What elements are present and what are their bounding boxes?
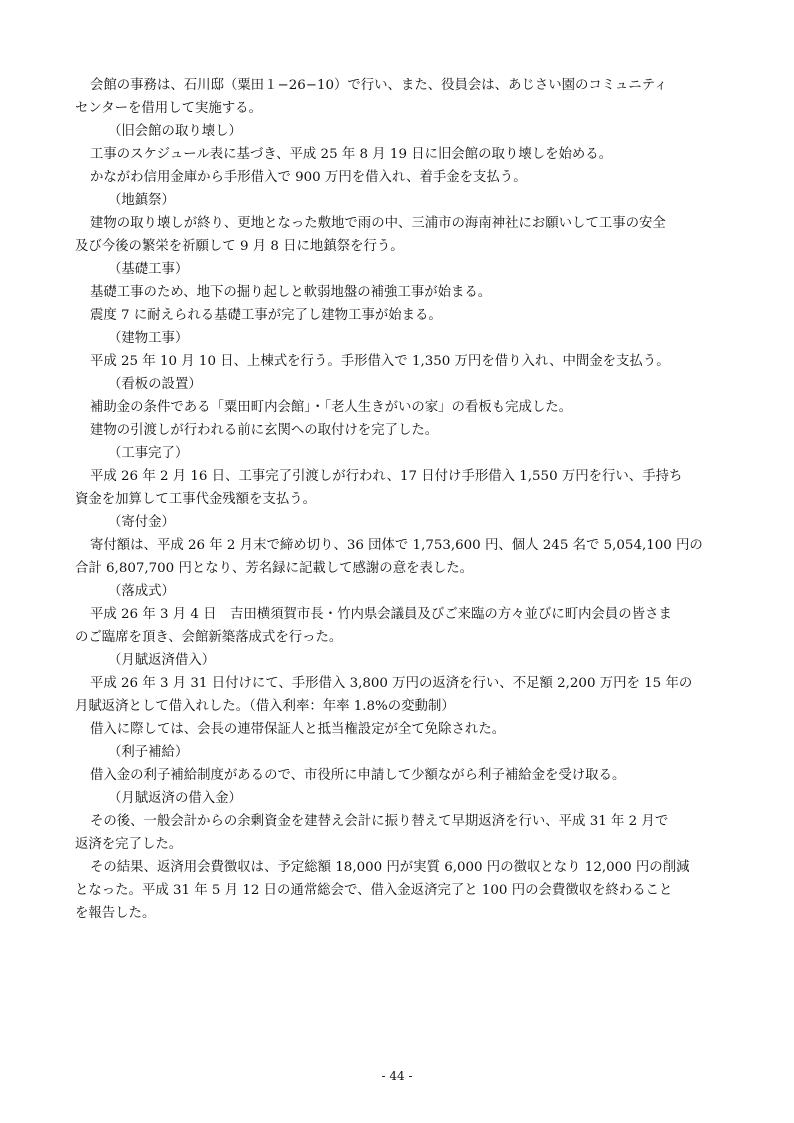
paragraph-line: センターを借用して実施する。 — [75, 101, 262, 116]
paragraph-line: 震度 7 に耐えられる基礎工事が完了し建物工事が始まる。 — [90, 308, 442, 323]
section-heading: （工事完了） — [108, 446, 189, 461]
paragraph-line: 会館の事務は、石川邸（粟田１−26−10）で行い、また、役員会は、あじさい園のコミュニティ — [90, 78, 668, 93]
paragraph-line: 及び今後の繁栄を祈願して 9 月 8 日に地鎮祭を行う。 — [75, 239, 404, 254]
paragraph-line: その後、一般会計からの余剰資金を建替え会計に振り替えて早期返済を行い、平成 31 年 2 月で — [90, 814, 669, 829]
paragraph-line: 寄付額は、平成 26 年 2 月末で締め切り、36 団体で 1,753,600 円、個人 245 名で 5,054,100 円の — [90, 538, 703, 553]
paragraph-line: 基礎工事のため、地下の掘り起しと軟弱地盤の補強工事が始まる。 — [90, 285, 492, 300]
section-heading: （月賦返済借入） — [108, 653, 216, 668]
section-heading: （利子補給） — [108, 745, 189, 760]
paragraph-line: 工事のスケジュール表に基づき、平成 25 年 8 月 19 日に旧会館の取り壊しを始める。 — [90, 147, 613, 162]
page-number: - 44 - — [381, 1069, 413, 1083]
paragraph-line: 資金を加算して工事代金残額を支払う。 — [75, 492, 317, 507]
section-heading: （看板の設置） — [108, 377, 202, 392]
paragraph-line: その結果、返済用会費徴収は、予定総額 18,000 円が実質 6,000 円の徴収となり 12,000 円の削減 — [90, 860, 690, 875]
section-heading: （地鎮祭） — [108, 193, 175, 208]
paragraph-line: 借入金の利子補給制度があるので、市役所に申請して少額ながら利子補給金を受け取る。 — [90, 768, 626, 783]
paragraph-line: のご臨席を頂き、会館新築落成式を行った。 — [75, 630, 343, 645]
paragraph-line: 建物の引渡しが行われる前に玄関への取付けを完了した。 — [90, 423, 439, 438]
paragraph-line: 平成 26 年 3 月 31 日付けにて、手形借入 3,800 万円の返済を行い、不足額 2,200 万円を 15 年の — [90, 676, 693, 691]
paragraph-line: 返済を完了した。 — [75, 837, 183, 852]
paragraph-line: となった。平成 31 年 5 月 12 日の通常総会で、借入金返済完了と 100 円の会費徴収を終わること — [75, 883, 673, 898]
paragraph-line: 借入に際しては、会長の連帯保証人と抵当権設定が全て免除された。 — [90, 722, 506, 737]
section-heading: （基礎工事） — [108, 262, 189, 277]
paragraph-line: 合計 6,807,700 円となり、芳名録に記載して感謝の意を表した。 — [75, 561, 474, 576]
paragraph-line: 補助金の条件である「粟田町内会館」・「老人生きがいの家」の看板も完成した。 — [90, 400, 573, 415]
paragraph-line: 月賦返済として借入れした。（借入利率：年率 1.8%の変動制） — [75, 699, 455, 714]
paragraph-line: 平成 26 年 2 月 16 日、工事完了引渡しが行われ、17 日付け手形借入 1,550 万円を行い、手持ち — [90, 469, 683, 484]
document-body — [75, 74, 719, 925]
section-heading: （月賦返済の借入金） — [108, 791, 242, 806]
paragraph-line: 建物の取り壊しが終り、更地となった敷地で雨の中、三浦市の海南神社にお願いして工事の安全 — [90, 216, 666, 231]
paragraph-line: 平成 26 年 3 月 4 日 吉田横須賀市長・竹内県会議員及びご来臨の方々並びに町内会員の皆さま — [90, 607, 672, 622]
section-heading: （建物工事） — [108, 331, 189, 346]
section-heading: （寄付金） — [108, 515, 175, 530]
section-heading: （落成式） — [108, 584, 175, 599]
paragraph-line: かながわ信用金庫から手形借入で 900 万円を借入れ、着手金を支払う。 — [90, 170, 527, 185]
paragraph-line: 平成 25 年 10 月 10 日、上棟式を行う。手形借入で 1,350 万円を借り入れ、中間金を支払う。 — [90, 354, 670, 369]
section-heading: （旧会館の取り壊し） — [108, 124, 242, 139]
paragraph-line: を報告した。 — [75, 906, 156, 921]
